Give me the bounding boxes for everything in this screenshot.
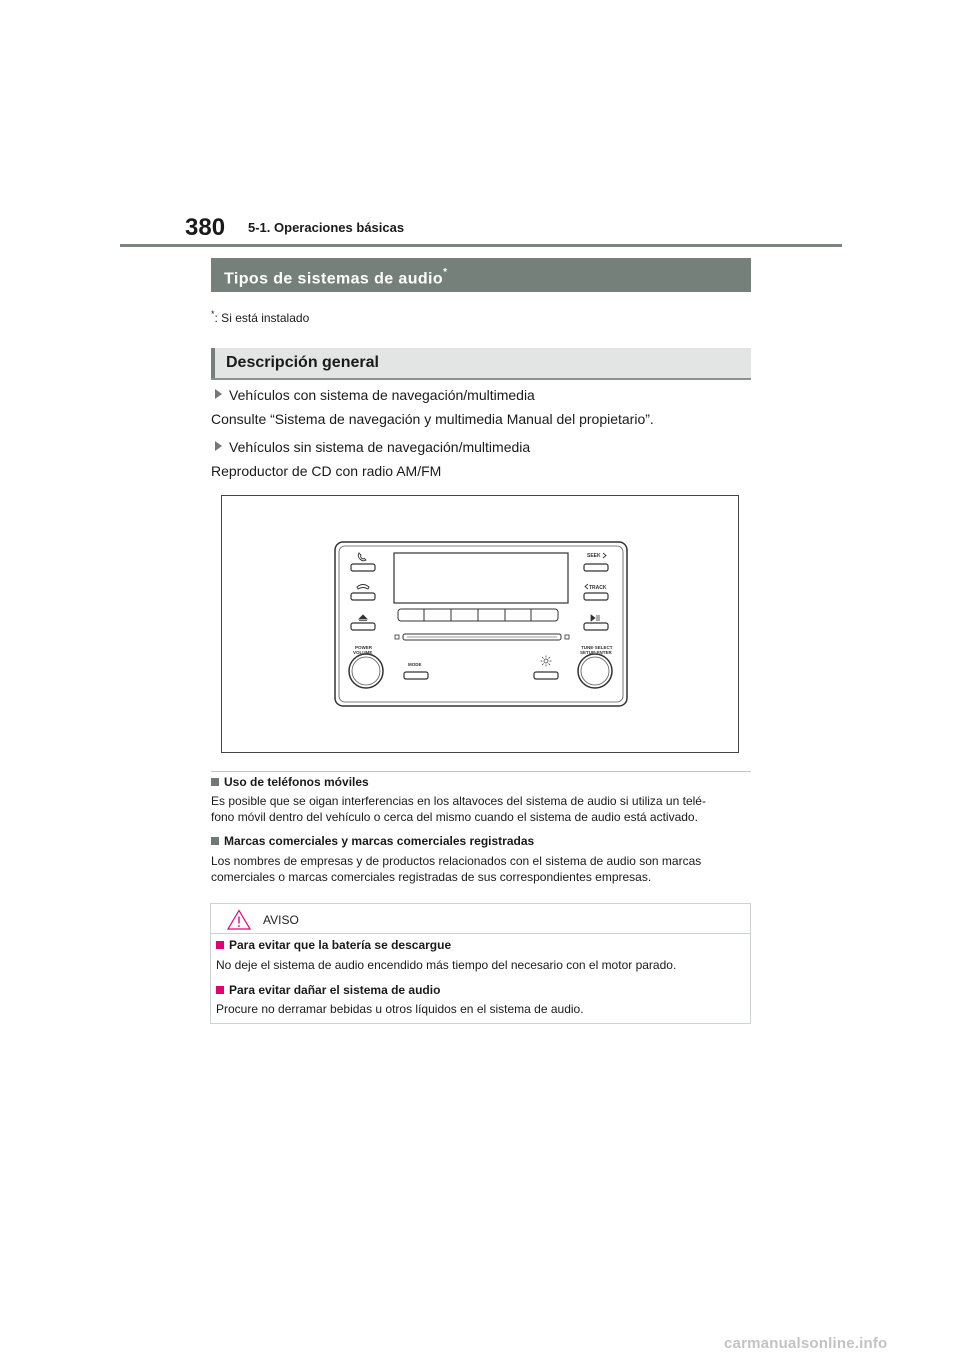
bullet-text: Vehículos sin sistema de navegación/multimedia — [229, 439, 531, 455]
tune-select-label: TUNE·SELECT — [581, 645, 613, 650]
footnote-text: : Si está instalado — [214, 311, 310, 325]
triangle-bullet-icon — [215, 389, 222, 399]
phone-icon — [358, 553, 366, 561]
item-text-no-navigation: Reproductor de CD con radio AM/FM — [211, 463, 442, 479]
setup-enter-label: SETUP·ENTER — [580, 650, 612, 655]
section-title — [224, 266, 447, 288]
triangle-bullet-icon — [215, 441, 222, 451]
phone-button[interactable] — [351, 553, 375, 571]
power-label: POWER — [355, 645, 373, 650]
item-text-navigation: Consulte “Sistema de navegación y multimedia Manual del propietario”. — [211, 411, 654, 427]
track-label: TRACK — [589, 585, 607, 591]
footnote — [211, 306, 309, 326]
warning-box — [210, 903, 751, 1024]
note-heading-text: Marcas comerciales y marcas comerciales registradas — [224, 834, 535, 848]
audio-unit-figure — [221, 495, 739, 753]
section-reference: 5-1. Operaciones básicas — [248, 220, 405, 235]
note-line: fono móvil dentro del vehículo o cerca del mismo cuando el sistema de audio está activado. — [211, 810, 698, 824]
bullet-text: Vehículos con sistema de navegación/multimedia — [229, 387, 535, 403]
eject-icon — [359, 615, 367, 621]
subheading: Descripción general — [226, 354, 379, 371]
cd-slot — [395, 634, 569, 640]
mode-label: MODE — [408, 662, 422, 667]
seek-button[interactable] — [584, 553, 608, 571]
preset-buttons[interactable] — [398, 609, 558, 621]
square-bullet-icon — [211, 778, 219, 786]
eject-button[interactable] — [351, 615, 375, 630]
track-prev-icon — [585, 584, 588, 589]
page-number: 380 — [185, 214, 226, 241]
warning-heading-battery — [216, 938, 451, 953]
track-button[interactable] — [584, 584, 608, 600]
note-heading-text: Uso de teléfonos móviles — [224, 775, 369, 789]
warning-text-battery: No deje el sistema de audio encendido más tiempo del necesario con el motor parado. — [216, 958, 677, 972]
hang-up-icon — [357, 585, 369, 590]
brightness-button[interactable] — [534, 656, 558, 680]
section-title-bar — [211, 258, 751, 292]
watermark: carmanualsonline.info — [724, 1335, 888, 1352]
warning-heading-damage — [216, 983, 440, 998]
warning-header-rule — [211, 933, 750, 934]
subheading-bar — [211, 348, 751, 380]
bullet-item-navigation — [215, 386, 535, 404]
note-line: Los nombres de empresas y de productos relacionados con el sistema de audio son marcas — [211, 854, 702, 868]
play-pause-icon — [591, 615, 599, 621]
notes-divider — [211, 771, 751, 772]
volume-label: VOLUME — [353, 650, 373, 655]
warning-text-damage: Procure no derramar bebidas u otros líquidos en el sistema de audio. — [216, 1002, 584, 1016]
square-bullet-icon — [211, 837, 219, 845]
header-rule — [120, 244, 842, 247]
section-title-mark: * — [443, 267, 448, 278]
bullet-item-no-navigation — [215, 438, 530, 456]
subheading-accent — [211, 348, 215, 378]
section-title-text: Tipos de sistemas de audio — [224, 270, 444, 288]
power-volume-knob[interactable] — [349, 645, 383, 688]
warning-heading-text: Para evitar que la batería se descargue — [229, 938, 452, 952]
square-bullet-icon — [216, 986, 224, 994]
mode-button[interactable] — [404, 662, 428, 679]
warning-triangle-icon — [227, 909, 251, 930]
note-line: comerciales o marcas comerciales registradas de sus correspondientes empresas. — [211, 870, 652, 884]
brightness-icon — [541, 656, 552, 667]
note-heading-trademarks — [211, 834, 534, 849]
warning-heading-text: Para evitar dañar el sistema de audio — [229, 983, 441, 997]
play-pause-button[interactable] — [584, 615, 608, 630]
footnote-mark: * — [211, 309, 215, 319]
tune-select-knob[interactable] — [578, 645, 613, 688]
audio-unit-illustration — [222, 496, 738, 752]
square-bullet-icon — [216, 941, 224, 949]
note-heading-mobile — [211, 775, 369, 790]
warning-title: AVISO — [263, 913, 299, 927]
seek-label: SEEK — [587, 553, 601, 559]
seek-next-icon — [603, 553, 606, 558]
hang-up-button[interactable] — [351, 585, 375, 601]
note-line: Es posible que se oigan interferencias en los altavoces del sistema de audio si utiliza un telé- — [211, 794, 706, 808]
